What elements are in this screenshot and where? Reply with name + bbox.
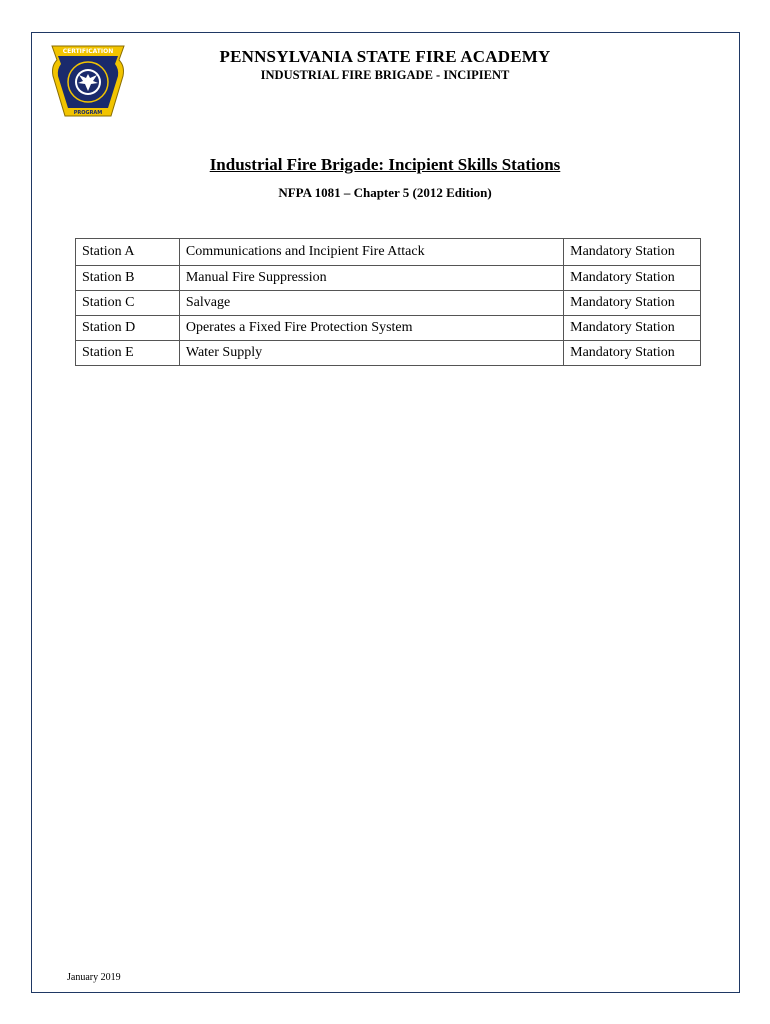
station-cell: Station A: [76, 239, 180, 266]
program-subtitle: INDUSTRIAL FIRE BRIGADE - INCIPIENT: [260, 68, 510, 82]
academy-title: PENNSYLVANIA STATE FIRE ACADEMY: [219, 47, 551, 66]
status-cell: Mandatory Station: [564, 239, 701, 266]
skill-cell: Water Supply: [179, 341, 563, 366]
status-cell: Mandatory Station: [564, 266, 701, 291]
station-cell: Station E: [76, 341, 180, 366]
footer-date: January 2019: [67, 972, 121, 983]
document-subtitle: NFPA 1081 – Chapter 5 (2012 Edition): [278, 185, 492, 200]
table-row: [76, 341, 701, 366]
svg-text:CERTIFICATION: CERTIFICATION: [62, 48, 114, 55]
skill-cell: Communications and Incipient Fire Attack: [179, 239, 563, 266]
station-cell: Station D: [76, 316, 180, 341]
status-cell: Mandatory Station: [564, 291, 701, 316]
page-frame: [31, 32, 740, 993]
skill-cell: Manual Fire Suppression: [179, 266, 563, 291]
stations-table: [75, 238, 701, 366]
table-row: [76, 239, 701, 266]
document-title: Industrial Fire Brigade: Incipient Skills Stations: [209, 155, 561, 174]
svg-text:PROGRAM: PROGRAM: [73, 110, 103, 116]
skill-cell: Operates a Fixed Fire Protection System: [179, 316, 563, 341]
skill-cell: Salvage: [179, 291, 563, 316]
table-row: [76, 316, 701, 341]
status-cell: Mandatory Station: [564, 341, 701, 366]
table-row: [76, 291, 701, 316]
station-cell: Station B: [76, 266, 180, 291]
table-row: [76, 266, 701, 291]
status-cell: Mandatory Station: [564, 316, 701, 341]
station-cell: Station C: [76, 291, 180, 316]
